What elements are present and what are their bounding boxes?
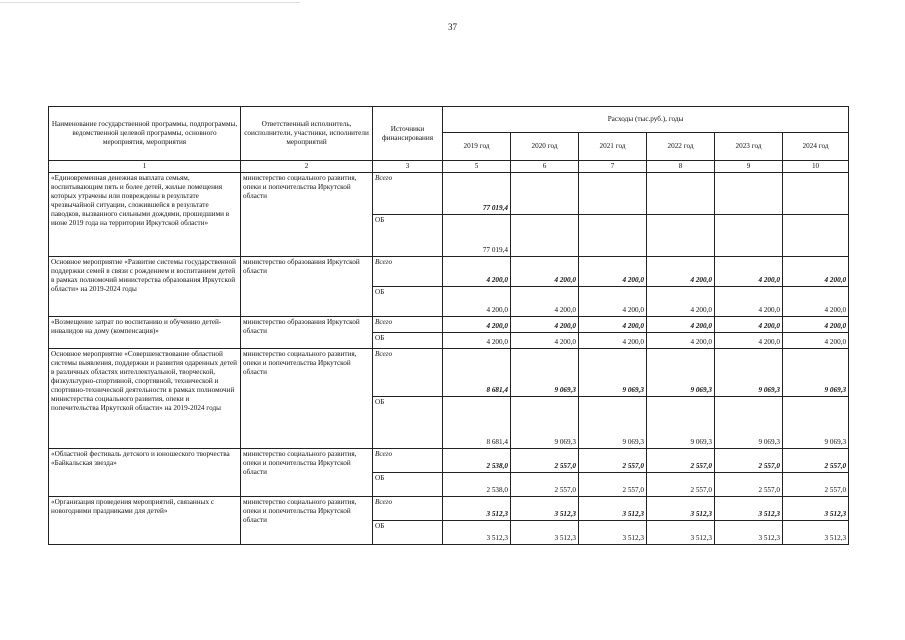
total-value: 4 200,0: [783, 317, 849, 333]
total-value: 9 069,3: [715, 349, 783, 397]
header-source: Источники финансирования: [373, 107, 443, 161]
column-number: 1: [49, 161, 241, 173]
total-value: 3 512,3: [783, 497, 849, 521]
header-name: Наименование государственной программы, подпрограммы, ведомственной целевой программы, основного мероприятия, мероприятия: [49, 107, 241, 161]
source-ob-label: ОБ: [373, 473, 443, 497]
column-number: 3: [373, 161, 443, 173]
total-value: 9 069,3: [511, 349, 579, 397]
source-total-label: Всего: [373, 449, 443, 473]
page-edge-line: [0, 2, 300, 3]
table-row: [49, 449, 849, 473]
source-total-label: Всего: [373, 317, 443, 333]
total-value: 3 512,3: [443, 497, 511, 521]
row-name: «Единовременная денежная выплата семьям, воспитывающим пять и более детей, жилые помещения которых утрачены или повреждены в результате чрезвычайной ситуации, сложившейся в результате паводков, вызванного сильными дождями, прошедшими в июне 2019 года на территории Иркутской области»: [49, 173, 241, 257]
ob-value: 3 512,3: [579, 521, 647, 545]
row-name: Основное мероприятие «Совершенствование областной системы выявления, поддержки и развития одаренных детей в различных областях интеллектуальной, творческой, физкультурно-спортивной, спортивной, технической и спортивно-технической деятельности в рамках полномочий министерства социального развития, опеки и попечительства Иркутской области» на 2019-2024 годы: [49, 349, 241, 449]
ob-value: 2 557,0: [783, 473, 849, 497]
total-value: 2 557,0: [715, 449, 783, 473]
ob-value: [783, 215, 849, 257]
header-expenses: Расходы (тыс.руб.), годы: [443, 107, 849, 133]
total-value: 2 557,0: [579, 449, 647, 473]
source-ob-label: ОБ: [373, 521, 443, 545]
budget-table: [48, 106, 849, 545]
source-ob-label: ОБ: [373, 287, 443, 317]
row-name: Основное мероприятие «Развитие системы государственной поддержки семей в связи с рождением и воспитанием детей в рамках полномочий министерства образования Иркутской области» на 2019-2024 годы: [49, 257, 241, 317]
header-year: 2022 год: [647, 133, 715, 161]
ob-value: 4 200,0: [579, 333, 647, 349]
table-row: [49, 349, 849, 397]
header-year: 2020 год: [511, 133, 579, 161]
column-number: 2: [241, 161, 373, 173]
ob-value: 9 069,3: [783, 397, 849, 449]
ob-value: 4 200,0: [783, 287, 849, 317]
total-value: 4 200,0: [783, 257, 849, 287]
header-year: 2024 год: [783, 133, 849, 161]
ob-value: 3 512,3: [715, 521, 783, 545]
column-number: 9: [715, 161, 783, 173]
total-value: 9 069,3: [647, 349, 715, 397]
total-value: 3 512,3: [511, 497, 579, 521]
ob-value: 4 200,0: [715, 333, 783, 349]
total-value: 3 512,3: [647, 497, 715, 521]
header-year: 2023 год: [715, 133, 783, 161]
ob-value: [647, 215, 715, 257]
table-row: [49, 173, 849, 215]
ob-value: [715, 215, 783, 257]
total-value: 3 512,3: [579, 497, 647, 521]
total-value: 4 200,0: [715, 317, 783, 333]
table-body: [49, 173, 849, 545]
column-number: 5: [443, 161, 511, 173]
total-value: [579, 173, 647, 215]
ob-value: 3 512,3: [647, 521, 715, 545]
source-ob-label: ОБ: [373, 215, 443, 257]
ob-value: 4 200,0: [443, 333, 511, 349]
table-row: [49, 317, 849, 333]
total-value: 4 200,0: [511, 317, 579, 333]
ob-value: 9 069,3: [579, 397, 647, 449]
row-executor: министерство социального развития, опеки и попечительства Иркутской области: [241, 449, 373, 497]
total-value: 3 512,3: [715, 497, 783, 521]
source-ob-label: ОБ: [373, 397, 443, 449]
header-executor: Ответственный исполнитель, соисполнители, участники, исполнители мероприятий: [241, 107, 373, 161]
page-number: 37: [448, 22, 457, 32]
column-number: 6: [511, 161, 579, 173]
row-name: «Организация проведения мероприятий, связанных с новогодними праздниками для детей»: [49, 497, 241, 545]
total-value: 2 557,0: [783, 449, 849, 473]
total-value: 77 019,4: [443, 173, 511, 215]
ob-value: [511, 215, 579, 257]
ob-value: 2 538,0: [443, 473, 511, 497]
ob-value: 2 557,0: [715, 473, 783, 497]
row-executor: министерство социального развития, опеки и попечительства Иркутской области: [241, 497, 373, 545]
total-value: 4 200,0: [647, 257, 715, 287]
table-row: [49, 497, 849, 521]
ob-value: 4 200,0: [783, 333, 849, 349]
total-value: [715, 173, 783, 215]
total-value: 8 681,4: [443, 349, 511, 397]
total-value: [783, 173, 849, 215]
ob-value: 3 512,3: [511, 521, 579, 545]
ob-value: 4 200,0: [647, 333, 715, 349]
total-value: 2 538,0: [443, 449, 511, 473]
source-total-label: Всего: [373, 497, 443, 521]
row-executor: министерство социального развития, опеки и попечительства Иркутской области: [241, 349, 373, 449]
total-value: 4 200,0: [579, 257, 647, 287]
table-row: [49, 257, 849, 287]
row-name: «Возмещение затрат по воспитанию и обучению детей-инвалидов на дому (компенсация)»: [49, 317, 241, 349]
ob-value: 4 200,0: [511, 333, 579, 349]
column-number: 7: [579, 161, 647, 173]
row-executor: министерство образования Иркутской области: [241, 317, 373, 349]
row-executor: министерство социального развития, опеки и попечительства Иркутской области: [241, 173, 373, 257]
column-number: 10: [783, 161, 849, 173]
ob-value: 8 681,4: [443, 397, 511, 449]
total-value: 9 069,3: [579, 349, 647, 397]
total-value: 4 200,0: [579, 317, 647, 333]
ob-value: 2 557,0: [579, 473, 647, 497]
ob-value: 9 069,3: [647, 397, 715, 449]
ob-value: 4 200,0: [511, 287, 579, 317]
total-value: 9 069,3: [783, 349, 849, 397]
ob-value: 3 512,3: [783, 521, 849, 545]
ob-value: 9 069,3: [715, 397, 783, 449]
header-year: 2019 год: [443, 133, 511, 161]
column-number: 8: [647, 161, 715, 173]
ob-value: 4 200,0: [715, 287, 783, 317]
total-value: 2 557,0: [647, 449, 715, 473]
source-ob-label: ОБ: [373, 333, 443, 349]
ob-value: 9 069,3: [511, 397, 579, 449]
ob-value: 77 019,4: [443, 215, 511, 257]
total-value: [647, 173, 715, 215]
ob-value: 4 200,0: [579, 287, 647, 317]
source-total-label: Всего: [373, 349, 443, 397]
ob-value: [579, 215, 647, 257]
total-value: 4 200,0: [443, 317, 511, 333]
ob-value: 3 512,3: [443, 521, 511, 545]
ob-value: 2 557,0: [511, 473, 579, 497]
total-value: 2 557,0: [511, 449, 579, 473]
source-total-label: Всего: [373, 257, 443, 287]
row-name: «Областной фестиваль детского и юношеского творчества «Байкальская звезда»: [49, 449, 241, 497]
source-total-label: Всего: [373, 173, 443, 215]
total-value: 4 200,0: [715, 257, 783, 287]
ob-value: 2 557,0: [647, 473, 715, 497]
total-value: 4 200,0: [511, 257, 579, 287]
total-value: 4 200,0: [443, 257, 511, 287]
header-year: 2021 год: [579, 133, 647, 161]
row-executor: министерство образования Иркутской области: [241, 257, 373, 317]
ob-value: 4 200,0: [647, 287, 715, 317]
ob-value: 4 200,0: [443, 287, 511, 317]
total-value: 4 200,0: [647, 317, 715, 333]
total-value: [511, 173, 579, 215]
